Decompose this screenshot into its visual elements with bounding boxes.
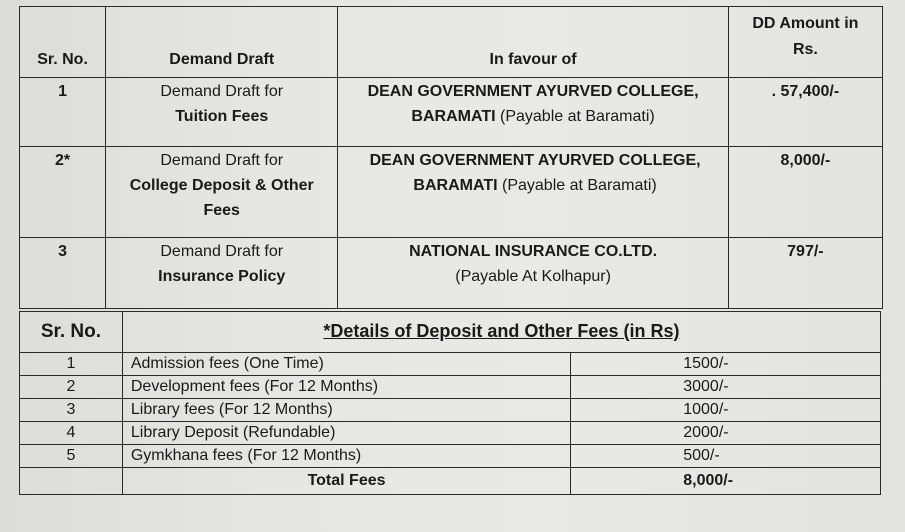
row-demand-draft	[106, 147, 338, 238]
table-row	[20, 78, 883, 147]
draft-purpose: College Deposit & Other	[129, 176, 314, 194]
favour-name: DEAN GOVERNMENT AYURVED COLLEGE,	[369, 152, 701, 169]
fee-sr-no: 4	[20, 422, 123, 445]
deposit-fees-table	[19, 311, 881, 495]
fee-description: Admission fees (One Time)	[122, 353, 570, 376]
draft-line: Demand Draft for	[160, 152, 284, 169]
row-in-favour-of	[338, 78, 728, 147]
fees-header-sr-no: Sr. No.	[20, 312, 123, 353]
favour-payable: (Payable at Baramati)	[497, 176, 657, 194]
table-row	[20, 422, 881, 445]
table-row	[20, 399, 881, 422]
demand-draft-header-row	[20, 7, 883, 78]
table-row	[20, 353, 881, 376]
fees-header-title: *Details of Deposit and Other Fees (in Rs)	[122, 312, 880, 353]
table-row	[20, 445, 881, 468]
fee-sr-no: 3	[20, 399, 123, 422]
draft-line: Demand Draft for	[160, 243, 284, 260]
total-empty-cell	[20, 468, 123, 495]
favour-city: BARAMATI	[413, 176, 498, 194]
fee-amount: 1000/-	[571, 399, 881, 422]
header-dd-amount-line1: DD Amount in	[752, 15, 859, 32]
fee-sr-no: 5	[20, 445, 123, 468]
draft-line: Demand Draft for	[160, 83, 284, 100]
fee-description: Library fees (For 12 Months)	[122, 399, 570, 422]
fee-amount: 3000/-	[571, 376, 881, 399]
table-row	[20, 147, 883, 238]
fee-description: Gymkhana fees (For 12 Months)	[122, 445, 570, 468]
table-row	[20, 376, 881, 399]
row-sr-no: 2*	[20, 147, 106, 238]
total-label: Total Fees	[122, 468, 570, 495]
header-sr-no: Sr. No.	[20, 7, 106, 78]
draft-purpose: Insurance Policy	[158, 267, 286, 285]
row-sr-no: 1	[20, 78, 106, 147]
favour-payable: (Payable at Baramati)	[495, 107, 655, 125]
fee-description: Development fees (For 12 Months)	[122, 376, 570, 399]
fee-sr-no: 1	[20, 353, 123, 376]
fee-sr-no: 2	[20, 376, 123, 399]
row-amount: 8,000/-	[728, 147, 882, 238]
row-in-favour-of	[338, 238, 728, 309]
draft-purpose: Tuition Fees	[175, 107, 269, 125]
fees-header-row	[20, 312, 881, 353]
favour-payable: (Payable At Kolhapur)	[455, 267, 611, 285]
row-demand-draft	[106, 238, 338, 309]
fee-amount: 1500/-	[571, 353, 881, 376]
favour-city: BARAMATI	[411, 107, 496, 125]
total-row	[20, 468, 881, 495]
total-amount: 8,000/-	[571, 468, 881, 495]
row-in-favour-of	[338, 147, 728, 238]
row-amount: . 57,400/-	[728, 78, 882, 147]
header-dd-amount-line2: Rs.	[792, 40, 818, 58]
favour-name: NATIONAL INSURANCE CO.LTD.	[409, 243, 658, 260]
row-sr-no: 3	[20, 238, 106, 309]
row-amount: 797/-	[728, 238, 882, 309]
header-in-favour-of: In favour of	[338, 7, 728, 78]
table-row	[20, 238, 883, 309]
favour-name: DEAN GOVERNMENT AYURVED COLLEGE,	[367, 83, 699, 100]
demand-draft-table	[19, 6, 883, 309]
header-dd-amount	[728, 7, 882, 78]
header-demand-draft: Demand Draft	[106, 7, 338, 78]
fee-amount: 500/-	[571, 445, 881, 468]
fee-amount: 2000/-	[571, 422, 881, 445]
row-demand-draft	[106, 78, 338, 147]
draft-purpose-cont: Fees	[203, 201, 240, 219]
fee-description: Library Deposit (Refundable)	[122, 422, 570, 445]
